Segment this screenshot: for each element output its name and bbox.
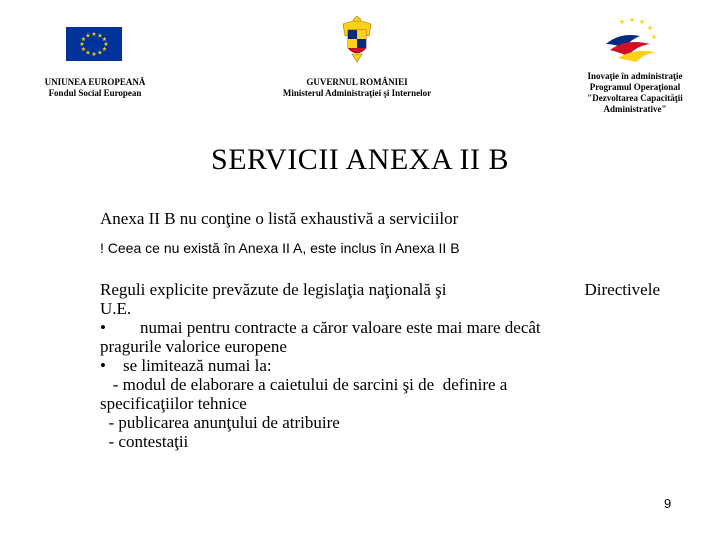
- program-caption-line2: Programul Operaţional: [589, 82, 681, 92]
- slide-subtitle: Anexa II B nu conţine o listă exhaustivă a serviciilor: [100, 209, 459, 228]
- body-line-1-end: Directivele: [584, 280, 660, 299]
- body-line-5: • se limitează numai la:: [100, 356, 272, 375]
- government-caption-line2: Ministerul Administraţiei şi Internelor: [282, 88, 432, 98]
- svg-text:★: ★: [618, 18, 626, 26]
- svg-text:★: ★: [101, 47, 108, 53]
- svg-text:★: ★: [101, 37, 108, 43]
- svg-text:★: ★: [97, 50, 103, 57]
- body-line-6: - modul de elaborare a caietului de sarcini şi de definire a: [100, 375, 508, 394]
- body-line-1-text: Reguli explicite prevăzute de legislaţia naţională şi: [100, 280, 447, 299]
- slide-title: SERVICII ANEXA II B: [211, 143, 509, 176]
- eu-flag-logo: [66, 27, 122, 61]
- svg-text:★: ★: [85, 50, 91, 57]
- program-star-logo: [600, 14, 664, 64]
- svg-text:★: ★: [80, 47, 87, 53]
- svg-text:★: ★: [85, 33, 91, 40]
- eu-caption: [20, 77, 170, 99]
- svg-text:★: ★: [79, 42, 85, 48]
- body-line-9: - contestaţii: [100, 432, 189, 451]
- program-caption-line4: Administrative": [603, 104, 667, 114]
- svg-text:★: ★: [97, 33, 103, 40]
- body-line-8: - publicarea anunţului de atribuire: [100, 413, 340, 432]
- svg-text:★: ★: [650, 33, 658, 41]
- government-caption: [262, 77, 452, 99]
- slide-body: [100, 280, 660, 451]
- romania-coat-of-arms-logo: [340, 14, 374, 64]
- program-caption-line3: "Dezvoltarea Capacităţii: [587, 93, 683, 103]
- program-caption: [560, 71, 710, 115]
- body-line-4: pragurile valorice europene: [100, 337, 287, 356]
- eu-caption-line2: Fondul Social European: [48, 88, 142, 98]
- svg-text:★: ★: [628, 16, 636, 24]
- svg-text:★: ★: [91, 32, 97, 38]
- svg-text:★: ★: [638, 18, 646, 26]
- body-line-7: specificaţiilor tehnice: [100, 394, 247, 413]
- body-line-1: [100, 280, 660, 299]
- page-number: 9: [664, 496, 672, 511]
- government-caption-line1: GUVERNUL ROMÂNIEI: [306, 77, 408, 87]
- svg-text:★: ★: [646, 24, 654, 32]
- eu-caption-line1: UNIUNEA EUROPEANĂ: [44, 77, 146, 87]
- body-line-2: U.E.: [100, 299, 132, 318]
- svg-text:★: ★: [91, 52, 97, 58]
- svg-text:★: ★: [103, 42, 109, 48]
- slide-note: ! Ceea ce nu există în Anexa II A, este inclus în Anexa II B: [100, 240, 460, 256]
- svg-text:★: ★: [80, 37, 87, 43]
- program-caption-line1: Inovaţie în administraţie: [587, 71, 683, 81]
- body-line-3: • numai pentru contracte a căror valoare este mai mare decât: [100, 318, 541, 337]
